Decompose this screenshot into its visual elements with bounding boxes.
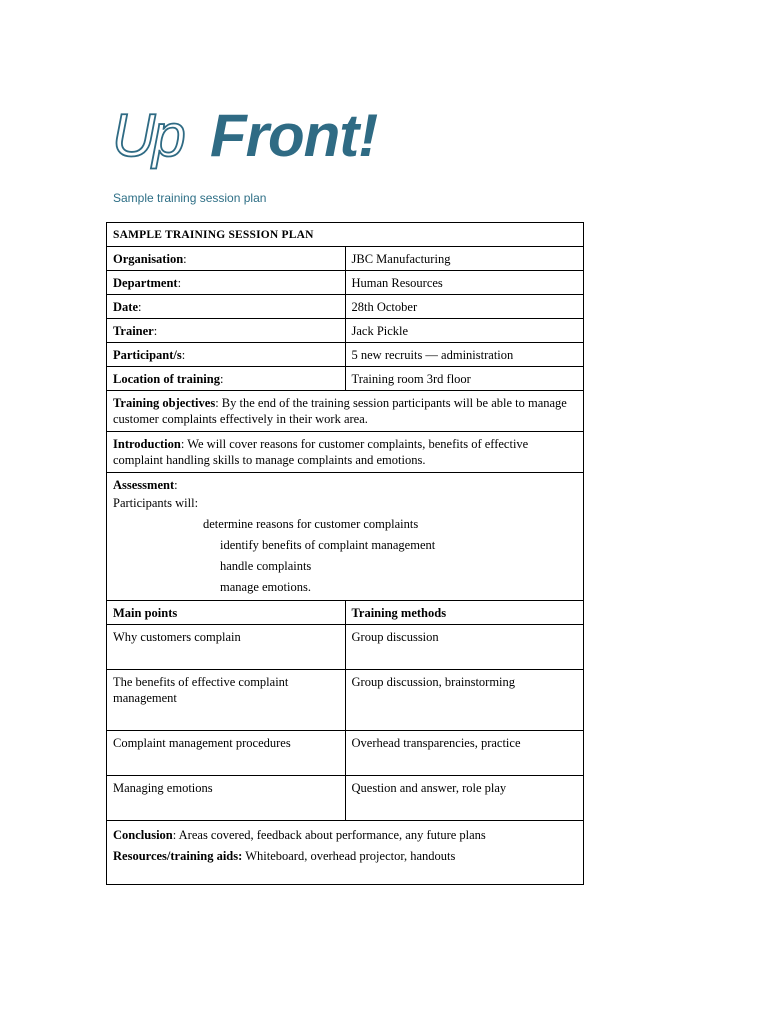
detail-row-trainer: [107, 319, 584, 343]
list-item: determine reasons for customer complaints: [113, 514, 577, 535]
detail-row-location: [107, 367, 584, 391]
assessment-list: [113, 514, 577, 598]
detail-label-cell: Trainer:: [107, 319, 346, 343]
table-row: [107, 731, 584, 776]
training-method-cell: Group discussion, brainstorming: [345, 670, 584, 731]
assessment-cell: Assessment: Participants will: determine reasons for customer complaints identify benefits of complaint management handle complaints manage emotions.: [107, 473, 584, 601]
plan-title: SAMPLE TRAINING SESSION PLAN: [113, 229, 314, 241]
table-row: [107, 776, 584, 821]
introduction-label: Introduction: [113, 437, 181, 451]
detail-value: Human Resources: [345, 271, 584, 295]
detail-value: JBC Manufacturing: [345, 247, 584, 271]
detail-value: 5 new recruits — administration: [345, 343, 584, 367]
detail-value: 28th October: [345, 295, 584, 319]
table-row: [107, 670, 584, 731]
detail-label: Participant/s: [113, 347, 182, 362]
objectives-cell: [107, 391, 584, 432]
assessment-intro: Participants will:: [113, 496, 199, 510]
list-item: identify benefits of complaint management: [113, 535, 577, 556]
column-header-training-methods: Training methods: [345, 601, 584, 625]
objectives-label: Training objectives: [113, 396, 216, 410]
plan-title-row: [107, 223, 584, 247]
detail-label-cell: Date:: [107, 295, 346, 319]
logo-front-text: Front!: [210, 102, 378, 169]
table-row: [107, 625, 584, 670]
main-point-cell: Managing emotions: [107, 776, 346, 821]
up-front-logo: [112, 100, 412, 170]
assessment-label: Assessment: [113, 478, 175, 492]
training-plan-table: [106, 222, 584, 885]
detail-label-cell: Participant/s:: [107, 343, 346, 367]
training-method-cell: Overhead transparencies, practice: [345, 731, 584, 776]
detail-label: Department: [113, 275, 178, 290]
detail-row-organisation: [107, 247, 584, 271]
detail-label: Date: [113, 299, 138, 314]
introduction-cell: [107, 432, 584, 473]
detail-label-cell: Location of training:: [107, 367, 346, 391]
main-point-cell: Complaint management procedures: [107, 731, 346, 776]
conclusion-text: : Areas covered, feedback about performance, any future plans: [172, 828, 486, 842]
detail-label-cell: Department:: [107, 271, 346, 295]
training-method-cell: Group discussion: [345, 625, 584, 670]
objectives-text: : By the end of the training session participants will be able to manage customer complaints effectively in their work area.: [113, 396, 567, 426]
resources-label: Resources/training aids:: [113, 849, 243, 863]
detail-value: Training room 3rd floor: [345, 367, 584, 391]
assessment-row: [107, 473, 584, 601]
column-header-main-points: Main points: [107, 601, 346, 625]
detail-label: Organisation: [113, 251, 184, 266]
main-point-cell: The benefits of effective complaint management: [107, 670, 346, 731]
columns-header-row: [107, 601, 584, 625]
document-subtitle: Sample training session plan: [113, 191, 267, 205]
introduction-row: [107, 432, 584, 473]
detail-label: Location of training: [113, 371, 220, 386]
conclusion-row: [107, 821, 584, 885]
conclusion-label: Conclusion: [113, 828, 173, 842]
list-item: handle complaints: [113, 556, 577, 577]
main-point-cell: Why customers complain: [107, 625, 346, 670]
objectives-row: [107, 391, 584, 432]
detail-row-date: [107, 295, 584, 319]
detail-label: Trainer: [113, 323, 154, 338]
plan-title-cell: [107, 223, 584, 247]
list-item: manage emotions.: [113, 577, 577, 598]
detail-row-participants: [107, 343, 584, 367]
conclusion-cell: [107, 821, 584, 885]
training-method-cell: Question and answer, role play: [345, 776, 584, 821]
up-front-logo-graphic: [112, 100, 412, 170]
detail-row-department: [107, 271, 584, 295]
detail-label-cell: Organisation:: [107, 247, 346, 271]
detail-value: Jack Pickle: [345, 319, 584, 343]
introduction-text: : We will cover reasons for customer complaints, benefits of effective complaint handling skills to manage complaints and emotions.: [113, 437, 529, 467]
resources-text: Whiteboard, overhead projector, handouts: [242, 849, 456, 863]
logo-up-text: Up: [112, 102, 183, 169]
